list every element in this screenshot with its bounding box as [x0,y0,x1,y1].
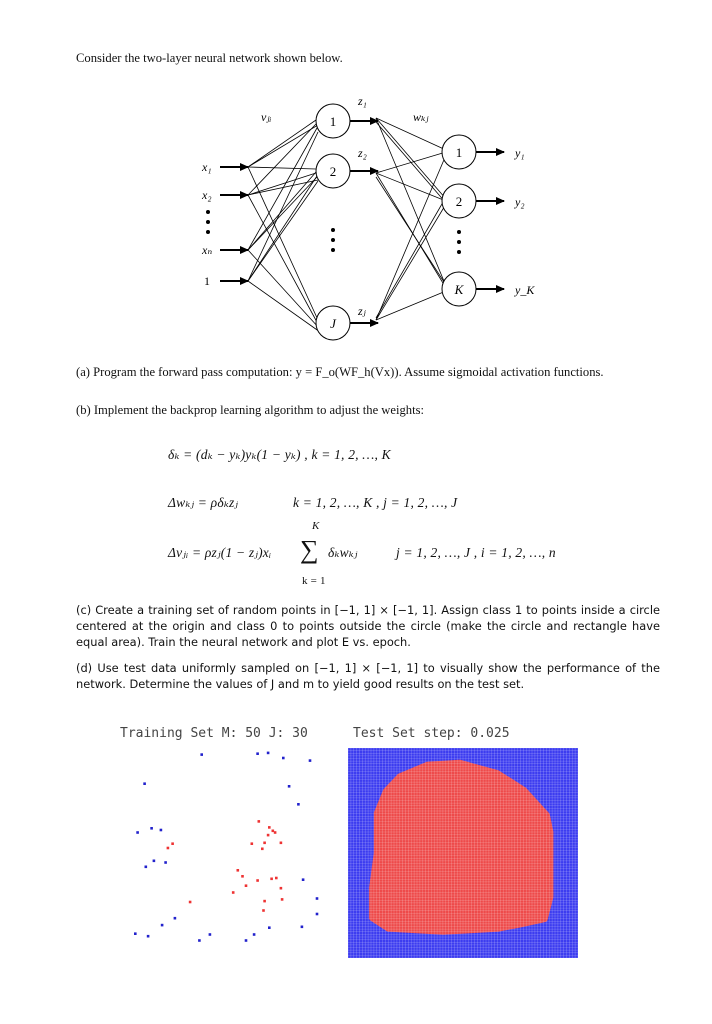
class0-point [200,753,203,756]
class0-point [160,829,163,832]
output-label-y1: y₁ [515,146,525,160]
class1-point [258,820,261,823]
class0-point [198,939,201,942]
class1-point [263,900,266,903]
dv-equation: Δvⱼᵢ = ρzⱼ(1 − zⱼ)xᵢ [168,545,272,560]
class1-point [267,834,270,837]
class0-point [245,939,248,942]
class1-point [275,877,278,880]
class1-point [232,891,235,894]
class0-point [282,757,285,760]
output-node-2-label: 2 [455,194,463,209]
class0-point [161,924,164,927]
sum-upper-limit: K [312,520,320,532]
part-d-text: (d) Use test data uniformly sampled on [−1, 1] × [−1, 1] to visually show the performance of the network. Determine the values of J and m to yield good results on the test set. [76,661,660,691]
part-b-text: (b) Implement the backprop learning algorithm to adjust the weights: [76,403,424,417]
ellipsis-dots [206,210,461,254]
input-label-bias: 1 [204,274,210,288]
sum-sign: ∑ [300,535,319,564]
output-node-1-label: 1 [455,145,463,160]
class1-point [274,831,277,834]
class0-point [302,878,305,881]
neural-network-diagram [0,0,712,350]
sum-body: δₖwₖⱼ [328,545,358,560]
dw-equation: Δwₖⱼ = ρδₖzⱼ [168,495,239,510]
class0-point [256,752,259,755]
input-label-x2: x₂ [202,188,212,202]
class1-point [281,898,284,901]
class0-point [268,926,271,929]
part-a-text: (a) Program the forward pass computation: y = F_o(WF_h(Vx)). Assume sigmoidal activation functions. [76,365,604,379]
class1-point [237,869,240,872]
class1-point [280,887,283,890]
test-plot-title: Test Set step: 0.025 [353,726,510,741]
class0-point [301,926,304,929]
hidden-node-J-label: J [330,316,336,331]
weight-w-label: wₖⱼ [413,110,429,124]
class1-point [167,847,170,850]
hidden-node-1-label: 1 [329,114,337,129]
class1-point [241,875,244,878]
connections-v [248,120,320,332]
input-label-xn: xₙ [202,243,213,257]
class0-point [143,782,146,785]
hidden-node-2-label: 2 [329,164,337,179]
class0-point [153,860,156,863]
class1-point [189,901,192,904]
sample-grid [348,748,578,958]
class1-point [262,909,265,912]
class0-point [288,785,291,788]
class0-point [316,897,319,900]
class0-point [253,933,256,936]
hidden-out-label-z2: z₂ [358,146,367,160]
part-c-text: (c) Create a training set of random points in [−1, 1] × [−1, 1]. Assign class 1 to points inside a circle centered at the origin and class 0 to points outside the circle (make the circle and rectangle have equal area). Train the neural network and plot E vs. epoch. [76,603,660,649]
dv-range: j = 1, 2, …, J , i = 1, 2, …, n [396,545,556,560]
class0-point [147,935,150,938]
train-plot-title: Training Set M: 50 J: 30 [120,726,308,741]
weight-v-label: vⱼᵢ [261,110,272,124]
class1-point [272,830,275,833]
class0-point [267,752,270,755]
delta-equation: δₖ = (dₖ − yₖ)yₖ(1 − yₖ) , k = 1, 2, …, K [168,447,391,462]
training-set-scatter [112,748,345,957]
class0-point [309,759,312,762]
class0-point [150,827,153,830]
class1-point [251,842,254,845]
class0-point [136,831,139,834]
class0-point [145,866,148,869]
input-arrows [220,167,248,281]
input-label-x1: x₁ [202,160,212,174]
class1-point [263,842,266,845]
hidden-out-label-zj: zⱼ [358,304,366,318]
output-node-K-label: K [454,282,464,297]
class0-point [209,933,212,936]
output-label-y2: y₂ [515,195,525,209]
intro-text: Consider the two-layer neural network shown below. [76,51,343,65]
class1-point [256,879,259,882]
class1-point [171,842,174,845]
class0-point [174,917,177,920]
hidden-out-label-z1: z₁ [358,94,367,108]
class1-point [270,878,273,881]
class0-point [316,913,319,916]
class1-point [280,842,283,845]
test-set-heatmap [348,748,578,958]
class1-point [261,848,264,851]
sum-lower-limit: k = 1 [302,575,326,587]
class0-point [134,932,137,935]
output-arrows [476,152,504,289]
output-label-yK: y_K [515,283,535,297]
connections-w [376,118,446,320]
class1-point [245,884,248,887]
class0-point [297,803,300,806]
dw-range: k = 1, 2, …, K , j = 1, 2, …, J [293,495,458,510]
class0-point [164,861,167,864]
class1-point [268,826,271,829]
